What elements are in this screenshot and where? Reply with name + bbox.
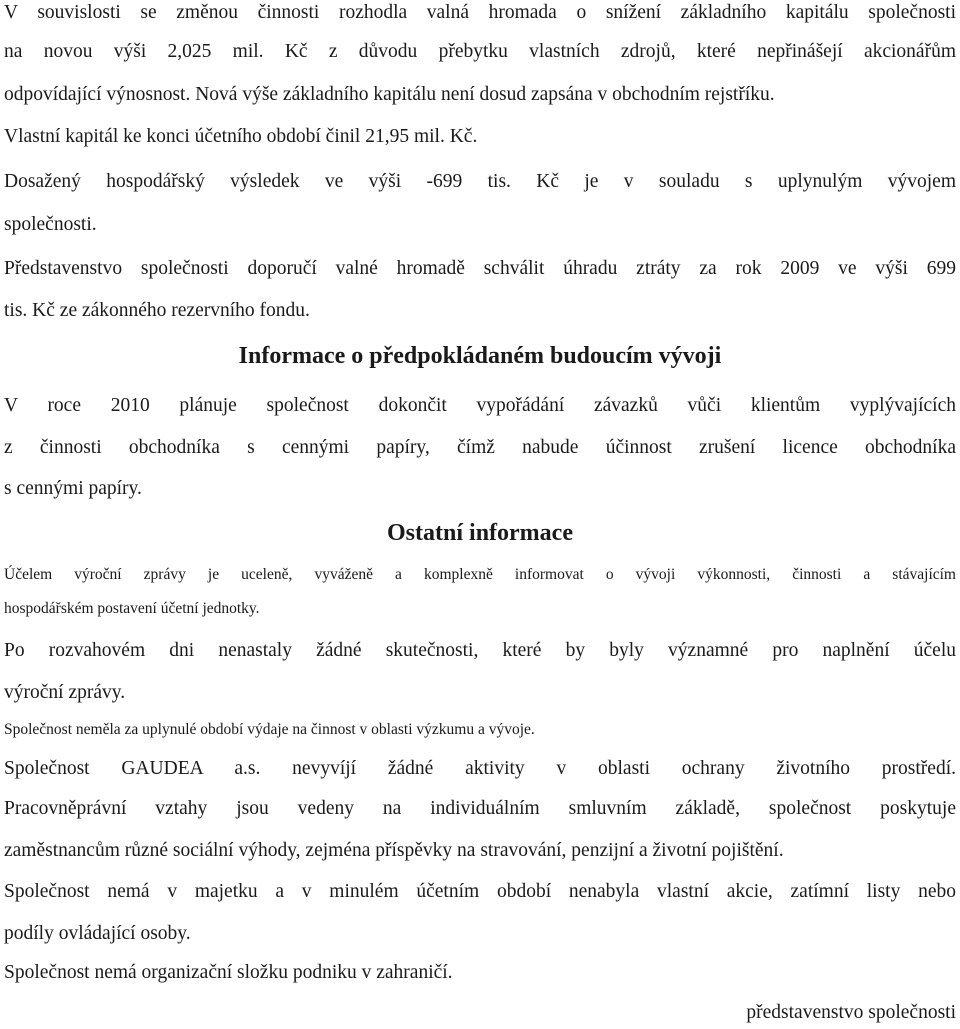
text-line: Společnost nemá v majetku a v minulém účetním období nenabyla vlastní akcie, zatímní listy nebo: [4, 881, 956, 902]
text-line: V souvislosti se změnou činnosti rozhodla valná hromada o snížení základního kapitálu společnosti: [4, 2, 956, 23]
text-line: Společnost GAUDEA a.s. nevyvíjí žádné aktivity v oblasti ochrany životního prostředí.: [4, 758, 956, 779]
text-line: odpovídající výnosnost. Nová výše základního kapitálu není dosud zapsána v obchodním rejstříku.: [4, 84, 775, 105]
text-line: Společnost neměla za uplynulé období výdaje na činnost v oblasti výzkumu a vývoje.: [4, 721, 535, 738]
text-line: Účelem výroční zprávy je uceleně, vyváženě a komplexně informovat o vývoji výkonnosti, činnosti a stávajícím: [4, 566, 956, 583]
text-line: Vlastní kapitál ke konci účetního období činil 21,95 mil. Kč.: [4, 126, 478, 147]
text-line: Po rozvahovém dni nenastaly žádné skutečnosti, které by byly významné pro naplnění účelu: [4, 640, 956, 661]
text-line: Společnost nemá organizační složku podniku v zahraničí.: [4, 962, 453, 983]
text-line: Představenstvo společnosti doporučí valné hromadě schválit úhradu ztráty za rok 2009 ve výši 699: [4, 258, 956, 279]
text-line: zaměstnancům různé sociální výhody, zejména příspěvky na stravování, penzijní a životní pojištění.: [4, 840, 784, 861]
text-line: společnosti.: [4, 214, 97, 235]
text-line: tis. Kč ze zákonného rezervního fondu.: [4, 300, 310, 321]
text-line: na novou výši 2,025 mil. Kč z důvodu přebytku vlastních zdrojů, které nepřinášejí akcionářům: [4, 41, 956, 62]
text-line: Dosažený hospodářský výsledek ve výši -699 tis. Kč je v souladu s uplynulým vývojem: [4, 171, 956, 192]
section-heading-future: Informace o předpokládaném budoucím vývoji: [238, 343, 722, 369]
text-line: hospodářském postavení účetní jednotky.: [4, 600, 260, 617]
text-line: podíly ovládající osoby.: [4, 923, 191, 944]
text-line: V roce 2010 plánuje společnost dokončit vypořádání závazků vůči klientům vyplývajících: [4, 395, 956, 416]
text-line: z činnosti obchodníka s cennými papíry, čímž nabude účinnost zrušení licence obchodníka: [4, 437, 956, 458]
text-line: s cennými papíry.: [4, 478, 142, 499]
signature: představenstvo společnosti: [746, 1002, 956, 1023]
section-heading-other: Ostatní informace: [387, 520, 573, 546]
text-line: výroční zprávy.: [4, 682, 126, 703]
text-line: Pracovněprávní vztahy jsou vedeny na individuálním smluvním základě, společnost poskytuje: [4, 798, 956, 819]
